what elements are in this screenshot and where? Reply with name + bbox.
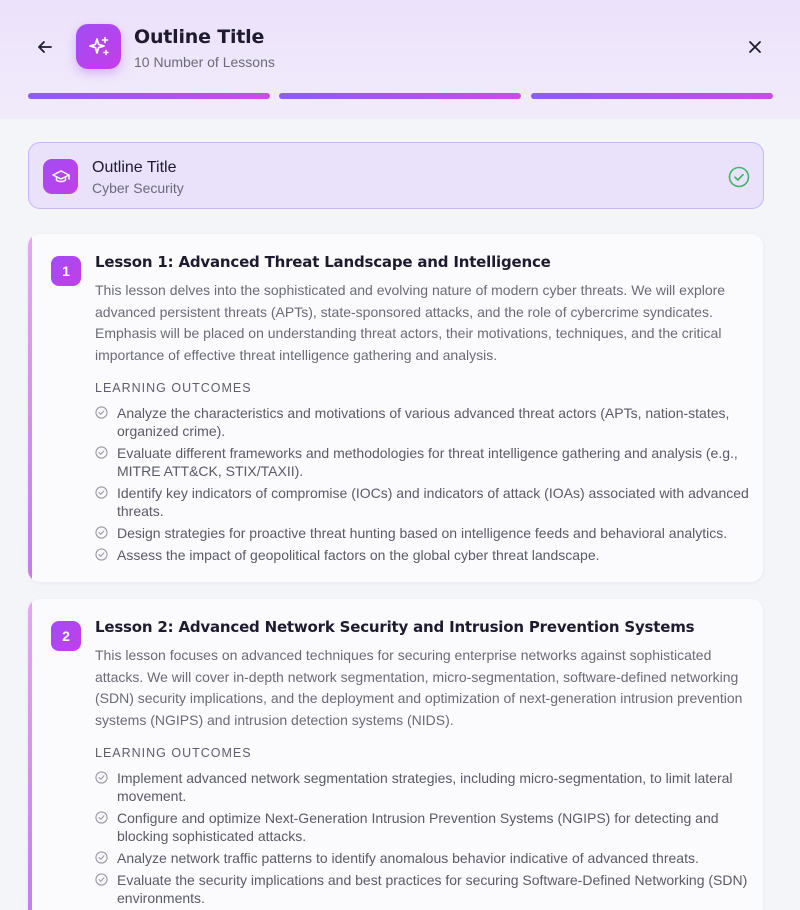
close-button[interactable] xyxy=(743,35,767,59)
lesson-title: Lesson 1: Advanced Threat Landscape and Intelligence xyxy=(95,253,551,271)
learning-outcome xyxy=(95,524,755,542)
lesson-card-1 xyxy=(28,234,763,582)
learning-outcome xyxy=(95,849,755,867)
dialog-header xyxy=(0,0,800,119)
app-icon xyxy=(76,24,121,69)
lesson-accent-bar xyxy=(28,234,32,582)
lesson-number-badge: 2 xyxy=(51,621,81,651)
learning-outcome xyxy=(95,871,755,907)
check-circle-icon xyxy=(95,446,108,459)
outline-icon xyxy=(43,159,78,194)
learning-outcome-text: Implement advanced network segmentation strategies, including micro-segmentation, to limit lateral movement. xyxy=(117,770,733,804)
learning-outcome xyxy=(95,809,755,845)
check-circle-icon xyxy=(95,811,108,824)
learning-outcome xyxy=(95,404,755,440)
graduation-cap-icon xyxy=(51,167,71,187)
outline-title: Outline Title xyxy=(92,159,177,176)
learning-outcome-text: Configure and optimize Next-Generation Intrusion Prevention Systems (NGIPS) for detecting and blocking sophisticated attacks. xyxy=(117,810,719,844)
page-title: Outline Title xyxy=(134,26,265,48)
learning-outcome-text: Analyze network traffic patterns to identify anomalous behavior indicative of advanced threats. xyxy=(117,850,699,866)
check-circle-icon xyxy=(95,486,108,499)
learning-outcome-text: Identify key indicators of compromise (IOCs) and indicators of attack (IOAs) associated with advanced threats. xyxy=(117,485,749,519)
learning-outcome xyxy=(95,444,755,480)
learning-outcome-text: Evaluate different frameworks and methodologies for threat intelligence gathering and analysis (e.g., MITRE ATT&CK, STIX/TAXII). xyxy=(117,445,738,479)
check-circle-icon xyxy=(728,166,750,188)
check-circle-icon xyxy=(95,873,108,886)
learning-outcome-text: Evaluate the security implications and best practices for securing Software-Defined Networking (SDN) environments. xyxy=(117,872,748,906)
progress-step-2 xyxy=(279,93,521,99)
check-circle-icon xyxy=(95,851,108,864)
learning-outcomes-list xyxy=(95,769,755,910)
lesson-title: Lesson 2: Advanced Network Security and Intrusion Prevention Systems xyxy=(95,618,695,636)
lesson-accent-bar xyxy=(28,599,32,910)
check-circle-icon xyxy=(95,526,108,539)
check-circle-icon xyxy=(95,406,108,419)
arrow-left-icon xyxy=(37,39,53,55)
learning-outcomes-list xyxy=(95,404,755,568)
progress-step-3 xyxy=(531,93,773,99)
lesson-card-2 xyxy=(28,599,763,910)
lesson-description: This lesson delves into the sophisticated and evolving nature of modern cyber threats. We will explore advanced persistent threats (APTs), state-sponsored attacks, and the role of cybercrime syndicates. Emphasis will be placed on understanding threat actors, their motivations, techniques, and the critical importance of effective threat intelligence gathering and analysis. xyxy=(95,282,726,364)
check-circle-icon xyxy=(95,548,108,561)
selected-outline-card[interactable] xyxy=(28,142,764,209)
close-icon xyxy=(748,40,762,54)
lesson-count: 10 Number of Lessons xyxy=(134,54,275,70)
learning-outcomes-label: LEARNING OUTCOMES xyxy=(95,746,252,760)
learning-outcome-text: Assess the impact of geopolitical factors on the global cyber threat landscape. xyxy=(117,547,600,563)
learning-outcome xyxy=(95,546,755,564)
lesson-description: This lesson focuses on advanced techniques for securing enterprise networks against sophisticated attacks. We will cover in-depth network segmentation, micro-segmentation, software-defined networking (SDN) security implications, and the deployment and optimization of next-generation intrusion prevention systems (NGIPS) and intrusion detection systems (NIDS). xyxy=(95,647,743,729)
progress-step-1 xyxy=(28,93,270,99)
learning-outcomes-label: LEARNING OUTCOMES xyxy=(95,381,252,395)
sparkles-icon xyxy=(87,35,111,59)
learning-outcome-text: Design strategies for proactive threat hunting based on intelligence feeds and behavioral analytics. xyxy=(117,525,728,541)
learning-outcome xyxy=(95,484,755,520)
learning-outcome xyxy=(95,769,755,805)
learning-outcome-text: Analyze the characteristics and motivations of various advanced threat actors (APTs, nation-states, organized crime). xyxy=(117,405,730,439)
back-button[interactable] xyxy=(33,35,57,59)
check-circle-icon xyxy=(95,771,108,784)
outline-subject: Cyber Security xyxy=(92,180,184,196)
lesson-number-badge: 1 xyxy=(51,256,81,286)
